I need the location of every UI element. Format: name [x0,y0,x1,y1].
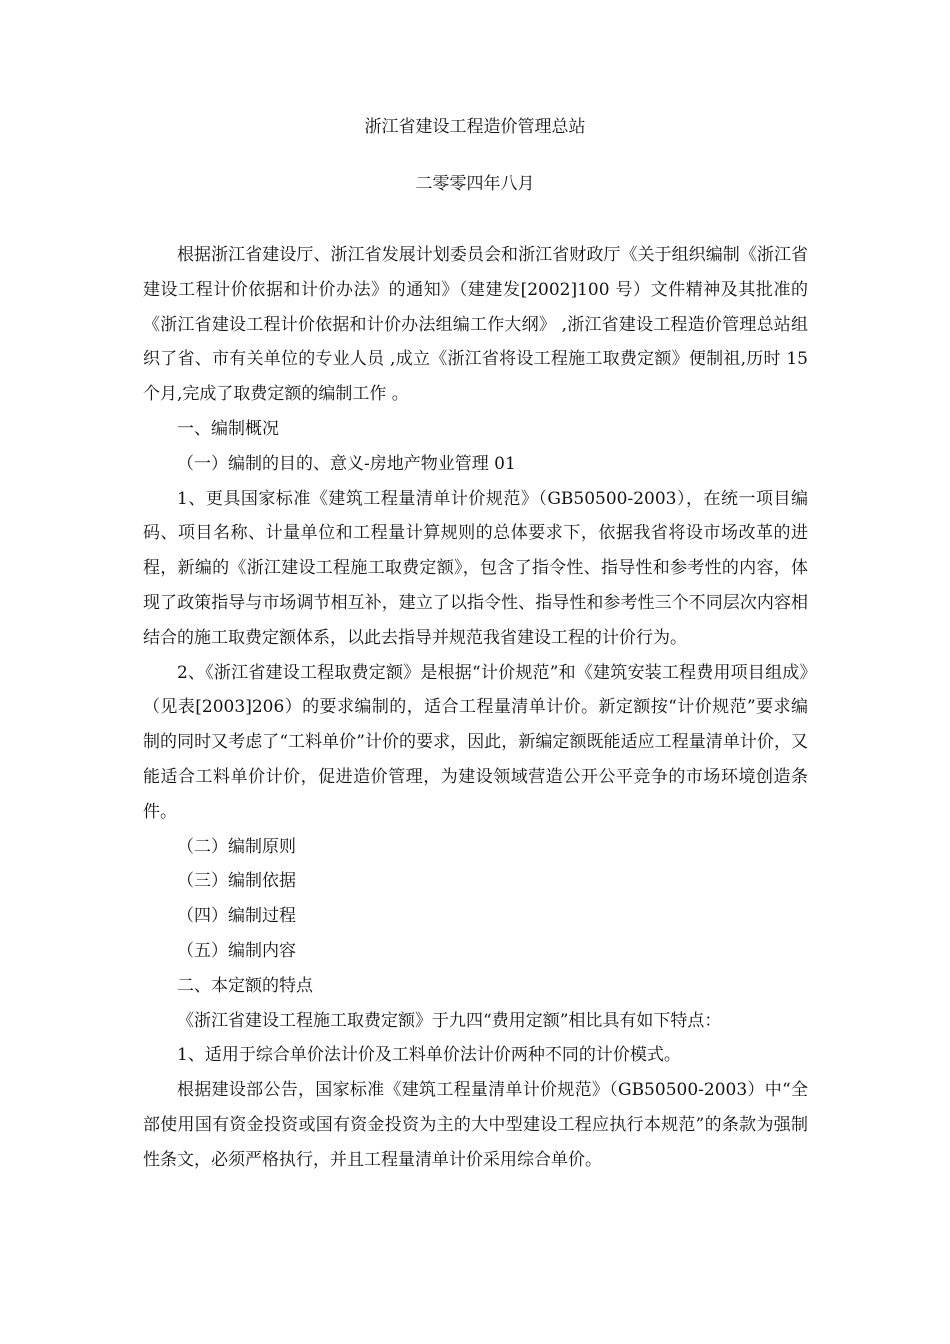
document-body [143,238,808,1178]
section-heading-1: 一、编制概况 [177,418,279,439]
intro-paragraph: 根据浙江省建设厅、浙江省发展计划委员会和浙江省财政厅《关于组织编制《浙江省建设工程计价依据和计价办法》的通知》（建建发[2002]100 号）文件精神及其批准的《浙江省建设工程计价依据和计价办法组编工作大纲》 ,浙江省建设工程造价管理总站组织了省、市有关单位的专业人员 ,成立《浙江省将设工程施工取费定额》便制祖,历时 15 个月,完成了取费定额的编制工作 。 [143,245,808,405]
subsection-heading-1-2: （二）编制原则 [177,836,296,857]
document-date: 二零零四年八月 [415,174,535,194]
subsection-heading-1-5: （五）编制内容 [177,940,296,961]
feature-item-1: 1、适用于综合单价法计价及工料单价法计价两种不同的计价模式。 [177,1045,681,1066]
subsection-heading-1-4: （四）编制过程 [177,906,296,927]
subsection-heading-1-3: （三）编制依据 [177,871,296,892]
subsection-heading-1-1: （一）编制的目的、意义-房地产物业管理 01 [177,453,516,474]
paragraph-item-1: 1、更具国家标准《建筑工程量清单计价规范》（GB50500-2003），在统一项目编码、项目名称、计量单位和工程量计算规则的总体要求下，依据我省将设市场改革的进程，新编的《浙江建设工程施工取费定额》，包含了指令性、指导性和参考性的内容，体现了政策指导与市场调节相互补，建立了以指令性、指导性和参考性三个不同层次内容相结合的施工取费定额体系，以此去指导并规范我省建设工程的计价行为。 [143,488,808,648]
feature-detail-paragraph: 根据建设部公告，国家标准《建筑工程量清单计价规范》（GB50500-2003）中“全部使用国有资金投资或国有资金投资为主的大中型建设工程应执行本规范”的条款为强制性条文，必须严格执行，并且工程量清单计价采用综合单价。 [143,1080,808,1170]
organization-title: 浙江省建设工程造价管理总站 [364,117,586,137]
section-heading-2: 二、本定额的特点 [177,975,313,996]
features-intro-paragraph: 《浙江省建设工程施工取费定额》于九四“费用定额”相比具有如下特点： [177,1010,722,1031]
paragraph-item-2: 2、《浙江省建设工程取费定额》是根据“计价规范”和《建筑安装工程费用项目组成》（见表[2003]206）的要求编制的，适合工程量清单计价。新定额按“计价规范”要求编制的同时又考虑了“工料单价”计价的要求，因此，新编定额既能适应工程量清单计价，又能适合工料单价计价，促进造价管理，为建设领域营造公开公平竞争的市场环境创造条件。 [143,662,808,822]
